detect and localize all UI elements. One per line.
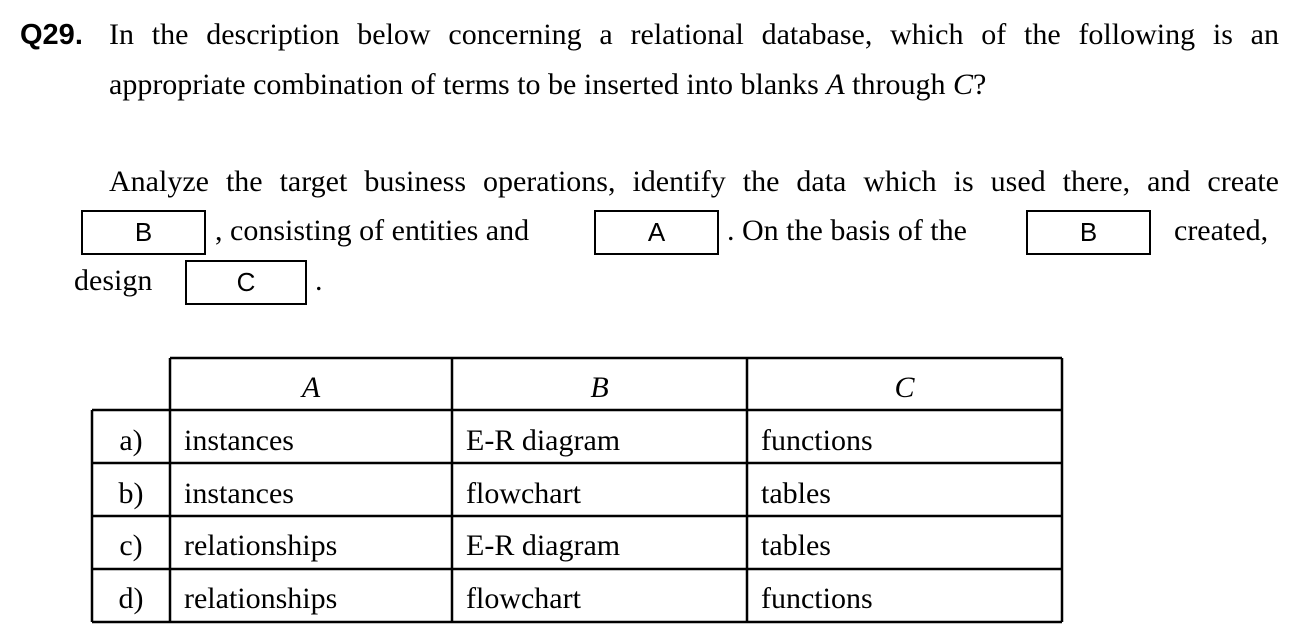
passage-text-consisting: , consisting of entities and bbox=[215, 214, 530, 247]
question-blank-ref-a: A bbox=[826, 68, 845, 101]
row-label-c: c) bbox=[119, 529, 143, 562]
row-a-col-a: instances bbox=[184, 424, 294, 457]
row-c-col-a: relationships bbox=[184, 529, 338, 562]
row-label-a: a) bbox=[119, 424, 143, 457]
question-line2-mid: through bbox=[844, 68, 953, 101]
passage-text-period: . bbox=[315, 264, 323, 297]
blank-a: A bbox=[594, 210, 719, 255]
question-number: Q29. bbox=[20, 19, 83, 51]
passage-text-basis: . On the basis of the bbox=[727, 214, 967, 247]
table-header-a: A bbox=[301, 371, 321, 404]
row-d-col-a: relationships bbox=[184, 582, 338, 615]
row-b-col-c: tables bbox=[761, 477, 831, 510]
row-d-col-b: flowchart bbox=[466, 582, 581, 615]
row-a-col-c: functions bbox=[761, 424, 873, 457]
table-header-b: B bbox=[590, 371, 609, 404]
blank-c: C bbox=[185, 260, 307, 305]
row-d-col-c: functions bbox=[761, 582, 873, 615]
passage-line1: Analyze the target business operations, identify the data which is used there, and create bbox=[109, 165, 1279, 198]
blank-b-second: B bbox=[1026, 210, 1151, 255]
question-line2-pre: appropriate combination of terms to be inserted into blanks bbox=[109, 68, 827, 101]
row-label-d: d) bbox=[118, 582, 144, 615]
question-line2-end: ? bbox=[973, 68, 987, 101]
row-c-col-c: tables bbox=[761, 529, 831, 562]
passage-text-created: created, bbox=[1174, 214, 1269, 247]
row-c-col-b: E-R diagram bbox=[466, 529, 621, 562]
row-label-b: b) bbox=[118, 477, 144, 510]
row-a-col-b: E-R diagram bbox=[466, 424, 621, 457]
question-blank-ref-c: C bbox=[952, 68, 973, 101]
row-b-col-a: instances bbox=[184, 477, 294, 510]
row-b-col-b: flowchart bbox=[466, 477, 581, 510]
question-text-line1: In the description below concerning a relational database, which of the following is an bbox=[109, 18, 1279, 51]
passage-text-design: design bbox=[74, 264, 153, 297]
blank-b-first: B bbox=[81, 210, 206, 255]
table-header-c: C bbox=[894, 371, 915, 404]
